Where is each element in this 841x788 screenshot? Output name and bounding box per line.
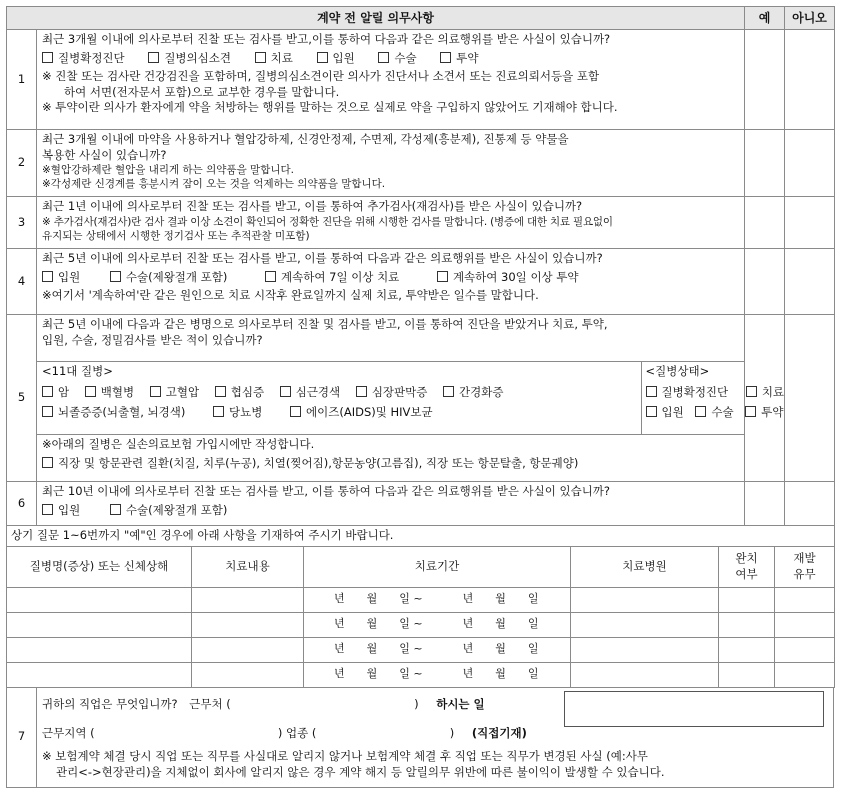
period-unit: 월	[366, 667, 378, 681]
period-unit: 년	[334, 667, 345, 681]
period-unit: 월	[495, 667, 506, 681]
option[interactable]: 심근경색	[280, 385, 340, 399]
close-paren: )	[449, 725, 455, 740]
note: ※각성제란 신경계를 흥분시켜 잠이 오는 것을 억제하는 의약품을 말합니다.	[42, 178, 386, 191]
cured-cell[interactable]	[719, 612, 775, 637]
period-cell[interactable]	[304, 637, 571, 662]
checkbox-icon[interactable]	[42, 52, 53, 63]
question-text: 복용한 사실이 있습니까?	[42, 147, 167, 162]
period-unit: 년	[462, 667, 474, 681]
question-row-5	[7, 315, 835, 482]
industry-label: ) 업종 (	[277, 725, 317, 740]
disease-cell[interactable]	[7, 662, 192, 687]
detail-row	[7, 662, 835, 687]
detail-row	[7, 587, 835, 612]
note: ※아래의 질병은 실손의료보험 가입시에만 작성합니다.	[42, 437, 315, 451]
disease-column-header: 질병명(증상) 또는 신체상해	[7, 546, 192, 587]
questions-table	[6, 6, 835, 547]
checkbox-icon[interactable]	[150, 386, 161, 397]
recurrence-column-header: 재발 유무	[775, 546, 835, 587]
note: 관리<->현장관리)을 지체없이 회사에 알리지 않은 경우 계약 해지 등 알릴의무 위반에 따른 불이익이 발생할 수 있습니다.	[56, 764, 665, 779]
checkbox-icon[interactable]	[42, 457, 53, 468]
q5-disease-grid	[37, 361, 785, 481]
no-cell[interactable]	[785, 130, 835, 197]
note: ※여기서 '계속하여'란 같은 원인으로 치료 시작후 완료일까지 실제 치료, 투약받은 일수를 말합니다.	[42, 288, 539, 303]
checkbox-icon[interactable]	[42, 386, 53, 397]
checkbox-icon[interactable]	[746, 386, 757, 397]
detail-row	[7, 612, 835, 637]
checkbox-icon[interactable]	[42, 504, 53, 515]
period-cell[interactable]	[304, 587, 571, 612]
status-title: <질병상태>	[645, 364, 710, 378]
note: 하여 서면(전자문서 포함)으로 교부한 경우를 말합니다.	[64, 84, 340, 99]
period-unit: 월	[366, 642, 378, 656]
option[interactable]: 간경화증	[443, 385, 503, 399]
question-text: 최근 10년 이내에 의사로부터 진찰 또는 검사를 받고, 이를 통하여 다음과 같은 의료행위를 받은 사실이 있습니까?	[42, 484, 611, 498]
period-unit: 년	[334, 592, 345, 606]
header-row	[7, 7, 835, 30]
yes-column-header: 예	[745, 7, 785, 30]
question-number: 2	[7, 130, 37, 197]
option[interactable]: 치료	[255, 51, 293, 65]
disease-cell[interactable]	[7, 612, 192, 637]
period-unit: ~	[413, 592, 423, 606]
duty-label: 하시는 일	[436, 696, 485, 711]
period-unit: 년	[462, 617, 474, 631]
period-unit: 일	[399, 617, 410, 631]
period-unit: 일	[527, 642, 539, 656]
diseases-title: <11대 질병>	[42, 364, 113, 378]
question-number: 7	[7, 687, 37, 787]
option[interactable]: 질병의심소견	[148, 51, 231, 65]
self-write-label: (직접기재)	[471, 725, 527, 740]
no-cell[interactable]	[785, 249, 835, 315]
disclosure-form	[6, 6, 834, 788]
treatment-column-header: 치료내용	[192, 546, 304, 587]
form-title: 계약 전 알릴 의무사항	[7, 7, 745, 30]
disease-cell[interactable]	[7, 637, 192, 662]
period-cell[interactable]	[304, 612, 571, 637]
no-cell[interactable]	[785, 482, 835, 526]
diseases-row-2	[42, 405, 636, 421]
question-number: 6	[7, 482, 37, 526]
question-number: 5	[7, 315, 37, 482]
question-row-3	[7, 197, 835, 249]
option[interactable]: 에이즈(AIDS)및 HIV보균	[290, 405, 433, 419]
period-unit: 월	[495, 617, 506, 631]
checkbox-icon[interactable]	[646, 406, 657, 417]
checkbox-icon[interactable]	[695, 406, 706, 417]
hospital-cell[interactable]	[571, 637, 719, 662]
yes-cell[interactable]	[745, 249, 785, 315]
yes-cell[interactable]	[745, 482, 785, 526]
region-label: 근무지역 (	[42, 725, 95, 740]
no-cell[interactable]	[785, 315, 835, 482]
checkbox-icon[interactable]	[42, 406, 53, 417]
question-text: 최근 3개월 이내에 마약을 사용하거나 혈압강하제, 신경안정제, 수면제, 각성제(흥분제), 진통제 등 약물을	[42, 132, 569, 146]
option[interactable]: 치료	[746, 385, 784, 399]
recurrence-cell[interactable]	[775, 662, 835, 687]
period-unit: 년	[462, 592, 474, 606]
treatment-cell[interactable]	[192, 612, 304, 637]
checkbox-icon[interactable]	[745, 406, 756, 417]
q1-options	[42, 51, 739, 67]
option[interactable]: 수술	[378, 51, 416, 65]
question-row-2	[7, 130, 835, 197]
option[interactable]: 입원	[42, 503, 80, 517]
option[interactable]: 계속하여 30일 이상 투약	[437, 270, 579, 284]
note: ※ 추가검사(재검사)란 검사 결과 이상 소견이 확인되어 정확한 진단을 위해 시행한 검사를 말합니다. (병증에 대한 치료 필요없이	[42, 215, 613, 228]
checkbox-icon[interactable]	[213, 406, 224, 417]
option[interactable]: 투약	[440, 51, 478, 65]
option[interactable]: 투약	[745, 405, 783, 419]
option[interactable]: 질병확정진단	[646, 385, 729, 399]
period-unit: 년	[462, 642, 474, 656]
recurrence-cell[interactable]	[775, 612, 835, 637]
question-row-6	[7, 482, 835, 526]
period-unit: 월	[495, 642, 506, 656]
checkbox-icon[interactable]	[265, 271, 276, 282]
yes-cell[interactable]	[745, 197, 785, 249]
period-unit: 월	[366, 592, 378, 606]
period-unit: 일	[399, 642, 410, 656]
checkbox-icon[interactable]	[317, 52, 328, 63]
period-unit: 월	[366, 617, 378, 631]
question-row-4	[7, 249, 835, 315]
no-column-header: 아니오	[785, 7, 835, 30]
job-question: 귀하의 직업은 무엇입니까?	[42, 696, 178, 711]
note: ※ 보험계약 체결 당시 직업 또는 직무를 사실대로 알리지 않거나 보험계약 체결 후 직업 또는 직무가 변경된 사실 (예:사무	[42, 749, 648, 764]
hospital-column-header: 치료병원	[571, 546, 719, 587]
option[interactable]: 수술	[695, 405, 733, 419]
checkbox-icon[interactable]	[356, 386, 367, 397]
checkbox-icon[interactable]	[646, 386, 657, 397]
period-unit: 일	[399, 667, 410, 681]
checkbox-icon[interactable]	[290, 406, 301, 417]
disease-cell[interactable]	[7, 587, 192, 612]
question-row-1	[7, 30, 835, 130]
period-unit: 일	[527, 592, 539, 606]
period-unit: 일	[527, 617, 539, 631]
close-paren: )	[414, 696, 419, 711]
checkbox-icon[interactable]	[437, 271, 448, 282]
hospital-cell[interactable]	[571, 612, 719, 637]
instruction-text: 상기 질문 1~6번까지 "예"인 경우에 아래 사항을 기재하여 주시기 바랍니다.	[7, 526, 835, 547]
detail-header-row	[7, 546, 835, 587]
treatment-cell[interactable]	[192, 637, 304, 662]
cured-cell[interactable]	[719, 637, 775, 662]
note: ※혈압강하제란 혈압을 내리게 하는 의약품을 말합니다.	[42, 164, 294, 177]
yes-cell[interactable]	[745, 130, 785, 197]
question-7-table	[6, 687, 834, 788]
period-unit: 년	[334, 642, 345, 656]
no-cell[interactable]	[785, 30, 835, 130]
recurrence-cell[interactable]	[775, 637, 835, 662]
yes-cell[interactable]	[745, 30, 785, 130]
option[interactable]: 입원	[42, 270, 80, 284]
option[interactable]: 심장판막증	[356, 385, 428, 399]
checkbox-icon[interactable]	[255, 52, 266, 63]
diseases-row-1	[42, 385, 636, 401]
option[interactable]: 암	[42, 385, 69, 399]
cured-column-header: 완치 여부	[719, 546, 775, 587]
period-column-header: 치료기간	[304, 546, 571, 587]
checkbox-icon[interactable]	[110, 504, 121, 515]
note: ※ 투약이란 의사가 환자에게 약을 처방하는 행위를 말하는 것으로 실제로 약을 구입하지 않았어도 기재해야 합니다.	[42, 100, 618, 115]
option[interactable]: 협심증	[215, 385, 264, 399]
detail-row	[7, 637, 835, 662]
hospital-cell[interactable]	[571, 587, 719, 612]
option[interactable]: 백혈병	[85, 385, 134, 399]
duty-input-box[interactable]	[564, 691, 824, 727]
option[interactable]: 고혈압	[150, 385, 199, 399]
status-row-2	[646, 405, 784, 421]
option[interactable]: 수술(제왕절개 포함)	[110, 270, 228, 284]
checkbox-icon[interactable]	[378, 52, 389, 63]
checkbox-icon[interactable]	[42, 271, 53, 282]
question-text: 최근 1년 이내에 의사로부터 진찰 또는 검사를 받고, 이를 통하여 추가검사(재검사)를 받은 사실이 있습니까?	[42, 199, 583, 213]
question-text: 최근 5년 이내에 다음과 같은 병명으로 의사로부터 진찰 및 검사를 받고, 이를 통하여 진단을 받았거나 치료, 투약,	[42, 317, 608, 331]
workplace-label: 근무처 (	[189, 696, 231, 711]
option[interactable]: 당뇨병	[213, 405, 262, 419]
option[interactable]: 질병확정진단	[42, 51, 125, 65]
period-unit: 일	[527, 667, 539, 681]
cured-cell[interactable]	[719, 662, 775, 687]
checkbox-icon[interactable]	[280, 386, 291, 397]
detail-table	[6, 546, 835, 688]
q4-options	[42, 270, 739, 286]
checkbox-icon[interactable]	[440, 52, 451, 63]
q6-options	[42, 503, 739, 519]
no-cell[interactable]	[785, 197, 835, 249]
option[interactable]: 입원	[646, 405, 684, 419]
period-unit: ~	[413, 667, 423, 681]
instruction-row	[7, 526, 835, 547]
question-number: 1	[7, 30, 37, 130]
period-unit: ~	[413, 642, 423, 656]
question-number: 3	[7, 197, 37, 249]
option[interactable]: 직장 및 항문관련 질환(치질, 치루(누공), 치열(찢어짐),항문농양(고름집), 직장 또는 항문탈출, 항문궤양)	[42, 456, 739, 472]
treatment-cell[interactable]	[192, 587, 304, 612]
checkbox-icon[interactable]	[443, 386, 454, 397]
period-cell[interactable]	[304, 662, 571, 687]
checkbox-icon[interactable]	[215, 386, 226, 397]
question-text: 최근 3개월 이내에 의사로부터 진찰 또는 검사를 받고,이를 통하여 다음과 같은 의료행위를 받은 사실이 있습니까?	[42, 32, 611, 46]
checkbox-icon[interactable]	[148, 52, 159, 63]
period-unit: 일	[399, 592, 410, 606]
option[interactable]: 수술(제왕절개 포함)	[110, 503, 228, 517]
period-unit: 년	[334, 617, 345, 631]
question-row-7	[7, 687, 834, 787]
option[interactable]: 뇌졸증증(뇌출혈, 뇌경색)	[42, 405, 185, 419]
treatment-cell[interactable]	[192, 662, 304, 687]
question-text: 입원, 수술, 정밀검사를 받은 적이 있습니까?	[42, 332, 263, 347]
question-number: 4	[7, 249, 37, 315]
hospital-cell[interactable]	[571, 662, 719, 687]
note: ※ 진찰 또는 검사란 건강검진을 포함하며, 질병의심소견이란 의사가 진단서나 소견서 또는 진료의뢰서등을 포함	[42, 69, 600, 84]
checkbox-icon[interactable]	[110, 271, 121, 282]
checkbox-icon[interactable]	[85, 386, 96, 397]
cured-cell[interactable]	[719, 587, 775, 612]
status-row-1	[646, 384, 785, 401]
question-text: 최근 5년 이내에 의사로부터 진찰 또는 검사를 받고, 이를 통하여 다음과 같은 의료행위를 받은 사실이 있습니까?	[42, 251, 603, 265]
period-unit: 월	[495, 592, 506, 606]
option[interactable]: 계속하여 7일 이상 치료	[265, 270, 399, 284]
option[interactable]: 입원	[317, 51, 355, 65]
recurrence-cell[interactable]	[775, 587, 835, 612]
note: 유지되는 상태에서 시행한 정기검사 또는 추적관찰 미포함)	[42, 229, 310, 242]
period-unit: ~	[413, 617, 423, 631]
